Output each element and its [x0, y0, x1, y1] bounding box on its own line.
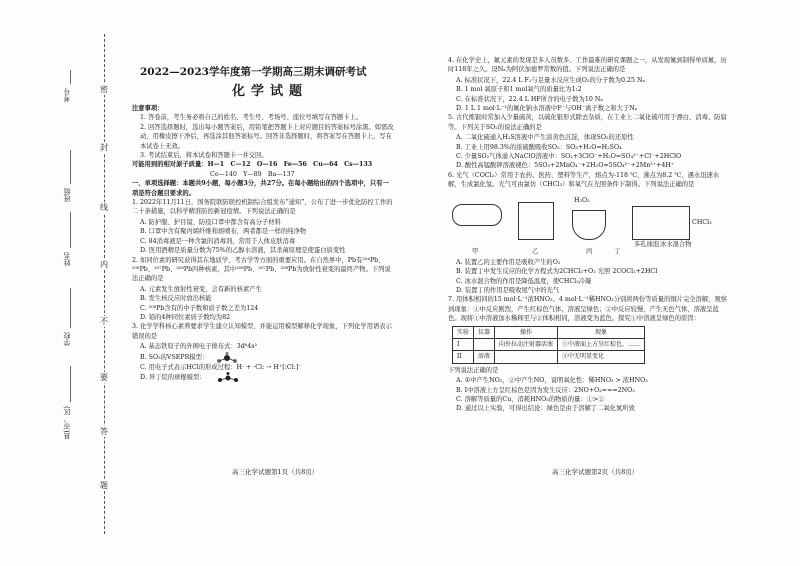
option: A. 基态铁原子的外围电子排布式：3d⁶4s²	[140, 343, 258, 351]
apparatus-note: 冰水混合物	[660, 240, 692, 248]
flask-apparatus-bing	[572, 210, 606, 240]
reagent-label: H₂O₂	[574, 196, 590, 204]
option: A. 防护服、护目镜、防疫口罩中都含有高分子材料	[140, 218, 281, 226]
page-footer-left: 高三化学试题第1页（共8页）	[232, 468, 319, 476]
option: A. 二氧化硫通入H₂S溶液中产生淡黄色沉淀，体现SO₂的还原性	[456, 134, 634, 142]
fill-line	[70, 288, 71, 328]
fill-line	[70, 150, 71, 184]
note-item: 3. 考试结束后，将本试卷和答题卡一并交回。	[140, 152, 268, 160]
seal-char: 要	[96, 372, 112, 383]
question-stem: 3. 化学学科核心素养要求学生建立认知模型，并能运用模型解释化学现象，下列化学用语表示错误的是	[132, 323, 392, 340]
question-stem: 7. 用体积相同的15 mol·L⁻¹浓HNO₃、4 mol·L⁻¹稀HNO₃分别将两份等质量的铜片完全溶解，观察到现象：①中反应剧烈，产生红棕色气体，溶液呈绿色；②中反应较慢，产生无色气体，溶液呈蓝色。现将①中溶液加水稀释至与②体积相同，溶液变为蓝色。探究①中溶液呈绿色的原因：	[448, 296, 728, 323]
seal-char: 线	[96, 202, 112, 213]
option: A. 标准状况下，22.4 L F₂与足量水反应生成O₂的分子数为0.25 Nₐ	[456, 76, 645, 84]
table-cell: ②中无明显变化	[558, 351, 645, 363]
table-cell	[495, 351, 558, 363]
table-cell: I	[453, 338, 474, 350]
table-row	[453, 338, 645, 350]
apparatus-label: 乙	[532, 247, 539, 255]
question-stem: 2. 如同位素的研究获得其在地质学、考古学等方面的重要应用。在自然界中，Pb有²⁰⁴Pb、²⁰⁶Pb、²⁰⁷Pb、²⁰⁸Pb四种核素，其中²⁰⁶Pb、²⁰⁷Pb、²⁰⁸Pb为放射性衰变的最终产物。下列说法正确的是	[132, 256, 391, 283]
left-page-content	[132, 104, 394, 383]
option-text: B. SO₃的VSEPR模型：	[140, 353, 209, 361]
lab-apparatus-figure	[448, 192, 730, 256]
exam-title: 2022—2023学年度第一学期高三期末调研考试	[140, 66, 367, 78]
apparatus-label: 甲	[472, 247, 479, 255]
subject-title: 化学试题	[232, 84, 309, 99]
experiment-table	[452, 326, 645, 364]
option: C. 用电子式表示HCl的形成过程：H· + ·Cl: → H⁺[:Cl:]⁻	[140, 363, 302, 371]
seal-char: 密	[96, 84, 112, 95]
seal-line	[104, 34, 105, 534]
table-header: 现象	[558, 326, 645, 338]
field-label-exam-number: 考号	[63, 88, 71, 102]
option: D. 通过以上实验，可得出结论：绿色是由于溶解了二氧化氮所致	[456, 405, 635, 413]
field-label-name: 姓名	[63, 252, 71, 266]
table-header: 仪器	[474, 326, 495, 338]
apparatus-label: 丁	[614, 247, 621, 255]
option: B. 发生核反应时放出核能	[140, 295, 212, 303]
notes-heading: 注意事项：	[132, 105, 164, 112]
seal-char: 答	[96, 426, 112, 437]
option: D. 医用酒精是质量分数为75%的乙醇水溶液，其杀菌原理是使蛋白质变性	[140, 247, 346, 255]
fill-line	[70, 212, 71, 248]
apparatus-label: 丙	[586, 247, 593, 255]
option: D. 酸性高锰酸钾溶液褪色：5SO₂+2MnO₄⁻+2H₂O=5SO₄²⁻+2Mn²⁺+4H⁺	[456, 162, 675, 170]
reagent-label: CHCl₃	[692, 218, 712, 226]
right-page-content	[448, 56, 730, 414]
option: A. 元素发生放射性衰变，会有新的核素产生	[140, 285, 262, 293]
binding-gutter	[84, 34, 124, 534]
option: B. I中溶液上方呈红棕色是因为发生反应：2NO+O₂===2NO₂	[456, 386, 635, 394]
note-item: 1. 答卷前，考生务必将自己的姓名、考生号、考场号、座位号填写在答题卡上。	[140, 114, 363, 122]
option: C. ²⁰⁸Pb含有的中子数和质子数之差为124	[140, 304, 259, 312]
table-cell	[474, 338, 495, 350]
apparatus-note: 多孔球泡	[634, 240, 660, 248]
isobutane-model-icon	[214, 372, 242, 383]
seal-char: 内	[96, 259, 112, 270]
fill-line	[70, 366, 71, 402]
field-label-county: 县(市、区)	[63, 406, 71, 440]
option: C. 84消毒液是一种含氯的消毒剂，常用于人体皮肤消毒	[140, 237, 296, 245]
question-tail: 下列说法正确的是	[448, 366, 499, 374]
page-footer-right: 高三化学试题第2页（共8页）	[552, 468, 639, 476]
fill-line	[70, 70, 71, 84]
option: C. 冰水混合物的作用是降低温度，使CHCl₃冷凝	[456, 277, 592, 285]
table-header: 实验	[453, 326, 474, 338]
beaker-apparatus-yi	[518, 202, 554, 240]
table-cell: 向外拉动注射器活塞	[495, 338, 558, 350]
table-row	[453, 351, 645, 363]
table-cell: II	[453, 351, 474, 363]
table-header-row	[453, 326, 645, 338]
question-stem: 5. 古代炼银时常加入少量硫黄，以硫化银形式除去杂质，在工业上二氧化硫可用于漂白、消毒、防腐等。下列关于SO₂的说法正确的是	[448, 114, 727, 131]
bath-apparatus-ding	[632, 206, 690, 240]
option	[132, 372, 394, 383]
option: D. 装置丁的作用是吸收尾气中的光气	[456, 286, 560, 294]
option: A. 装置乙的主要作用是吸收产生的O₂	[456, 258, 561, 266]
seal-char: 封	[96, 142, 112, 153]
option	[132, 352, 394, 363]
field-label-school: 学校	[63, 332, 71, 346]
option: D. 1 L 1 mol·L⁻¹的氟化钠水溶液中F⁻与OH⁻离子数之和大于Nₐ	[456, 105, 638, 113]
field-label-class: 班级	[63, 188, 71, 202]
question-stem: 6. 光气（COCl₂）常用于农药、医药、塑料等生产，熔点为-118 ℃，沸点为8.2 ℃，遇水迅速水解，生成氯化氢。光气可由氯仿（CHCl₃）和氧气在光照条件下制得。下列说法正确的是	[448, 171, 720, 189]
table-cell: ①中液面上方呈红棕色，……	[558, 338, 645, 350]
option: C. 溶解等质量的Cu，消耗HNO₃的物质的量：①>②	[456, 395, 605, 403]
section-heading: 一、单项选择题：本题共9小题，每小题3分，共27分。在每小题给出的四个选项中，只有一项是符合题目要求的。	[132, 180, 389, 197]
so3-model-icon	[216, 352, 238, 363]
option: B. 口罩中含有聚丙烯纤维和熔喷布，两者都是一样的纯净物	[140, 228, 307, 236]
option: B. 装置丁中发生反应的化学方程式为2CHCl₃+O₂ 光照 2COCl₂+2HCl	[456, 268, 658, 276]
option: C. 少量SO₂气体通入NaClO溶液中：SO₂+3ClO⁻+H₂O=SO₄²⁻+Cl⁻+2HClO	[456, 153, 682, 161]
option: A. ①中产生NO₂，②中产生NO，说明氧化性：稀HNO₃ > 浓HNO₃	[456, 377, 648, 385]
note-item: 2. 回答选择题时，选出每小题答案后，用铅笔把答题卡上对应题目的答案标号涂黑。如需改动，用橡皮擦干净后，再选涂其他答案标号。回答非选择题时，将答案写在答题卡上，写在本试卷上无效。	[140, 123, 394, 150]
seal-char: 不	[96, 316, 112, 327]
seal-char: 题	[96, 480, 112, 491]
option-text: D. 异丁烷的球棍模型：	[140, 373, 206, 381]
tube-apparatus-jia	[452, 204, 502, 226]
option: B. 工业上用98.3%的浓硫酸吸收SO₃：SO₃+H₂O=H₂SO₄	[456, 143, 622, 151]
question-stem: 4. 在化学史上，氟元素的发现是多人员数多、工作最难的研究课题之一，从发现氟到制得单质氟，历时118年之久。设Nₐ为阿伏加德罗常数的值。下列说法正确的是	[448, 57, 727, 74]
option: D. 铅的4种同位素质子数均为82	[140, 313, 231, 321]
table-header: 操作	[495, 326, 558, 338]
option: C. 在标准状况下，22.4 L HF所含的电子数为10 Nₐ	[456, 95, 603, 103]
student-info-fields	[62, 70, 82, 500]
option: B. 1 mol 氧原子和1 mol氧气的质量比为1:2	[456, 86, 582, 94]
table-cell: 溶液	[474, 351, 495, 363]
question-stem: 1. 2022年11月11日，国务院联防联控机制综合组发布“通知”，公布了进一步优化防控工作的二十条措施，以科学精准防控新冠疫情。下列说法正确的是	[132, 199, 393, 216]
atomic-masses-cont: Ce—140 Y—89 Ba—137	[210, 170, 295, 178]
atomic-masses: 可能用到的相对原子质量：H—1 C—12 O—16 Fe—56 Cu—64 Cs—133	[132, 161, 373, 169]
